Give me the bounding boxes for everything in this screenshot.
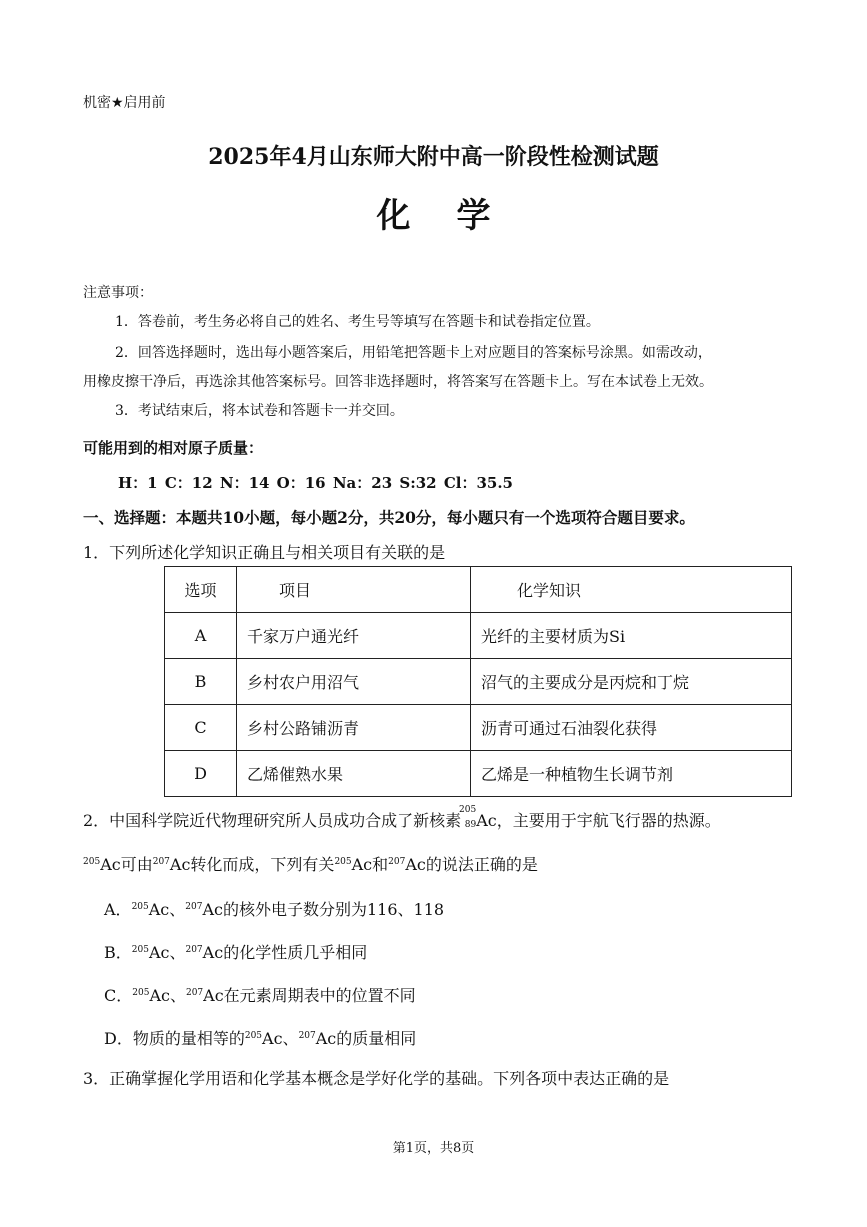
q2-stem-post: ，主要用于宇航飞行器的热源。: [496, 811, 721, 830]
q2-text: 可由: [120, 855, 153, 874]
mass-number-207: 207: [298, 1031, 316, 1041]
mass-number-207: 207: [185, 945, 203, 955]
question-2-option-d: [104, 1026, 416, 1049]
option-text: 的质量相同: [336, 1029, 417, 1048]
q2-text: 和: [372, 855, 389, 874]
element-symbol: Ac: [405, 855, 426, 874]
table-row: [165, 613, 792, 659]
mass-number-205: 205: [83, 857, 101, 867]
element-symbol: Ac: [351, 855, 373, 874]
notice-heading: 注意事项：: [83, 285, 153, 301]
section-1-heading: 一、选择题：本题共10小题，每小题2分，共20分，每小题只有一个选项符合题目要求。: [83, 508, 695, 527]
table-cell-project: 千家万户通光纤: [237, 613, 471, 659]
separator: 、: [282, 1029, 299, 1048]
table-header-row: [165, 567, 792, 613]
atomic-mass-heading: 可能用到的相对原子质量：: [83, 439, 264, 457]
table-cell-option: B: [165, 659, 237, 705]
table-cell-option: D: [165, 751, 237, 797]
table-row: [165, 705, 792, 751]
element-symbol: Ac: [202, 900, 223, 919]
mass-number-205: 205: [132, 988, 150, 998]
table-header-option: 选项: [165, 567, 237, 613]
mass-number-207: 207: [185, 988, 204, 998]
element-symbol: Ac: [202, 943, 224, 962]
separator: 、: [169, 900, 186, 919]
element-symbol: Ac: [476, 811, 497, 830]
nuclide-mass-number: 205: [459, 805, 477, 815]
option-text: 的化学性质几乎相同: [223, 943, 368, 962]
question-2-option-b: [104, 940, 367, 963]
atomic-mass-values: H：1 C：12 N：14 O：16 Na：23 S:32 Cl：35.5: [118, 474, 513, 492]
table-cell-knowledge: 乙烯是一种植物生长调节剂: [471, 751, 792, 797]
mass-number-205: 205: [334, 857, 352, 867]
element-symbol: Ac: [100, 855, 121, 874]
question-1-table: [164, 566, 792, 797]
element-symbol: Ac: [315, 1029, 337, 1048]
table-cell-knowledge: 沼气的主要成分是丙烷和丁烷: [471, 659, 792, 705]
element-symbol: Ac: [148, 943, 170, 962]
table-cell-knowledge: 沥青可通过石油裂化获得: [471, 705, 792, 751]
element-symbol: Ac: [149, 986, 170, 1005]
subject-title: 化学: [376, 196, 537, 236]
option-text: 的核外电子数分别为116、118: [222, 900, 445, 919]
nuclide-atomic-number: 89: [464, 820, 477, 830]
notice-item-2-line-2: 用橡皮擦干净后，再选涂其他答案标号。回答非选择题时，将答案写在答题卡上。写在本试卷上无效。: [83, 374, 713, 390]
mass-number-207: 207: [185, 902, 203, 912]
table-header-project: 项目: [237, 567, 471, 613]
question-2-option-a: [104, 897, 444, 920]
notice-item-3: 3．考试结束后，将本试卷和答题卡一并交回。: [115, 403, 404, 419]
q2-stem-pre: 2．中国科学院近代物理研究所人员成功合成了新核素: [83, 811, 462, 830]
table-cell-option: C: [165, 705, 237, 751]
table-cell-option: A: [165, 613, 237, 659]
separator: 、: [169, 986, 186, 1005]
notice-item-2-line-1: 2．回答选择题时，选出每小题答案后，用铅笔把答题卡上对应题目的答案标号涂黑。如需改动，: [115, 345, 712, 361]
element-symbol: Ac: [203, 986, 224, 1005]
question-3-stem: 3．正确掌握化学用语和化学基本概念是学好化学的基础。下列各项中表达正确的是: [83, 1069, 670, 1088]
mass-number-207: 207: [152, 857, 170, 867]
exam-title: 2025年4月山东师大附中高一阶段性检测试题: [208, 144, 659, 170]
option-label: A．: [104, 900, 132, 919]
page-footer: 第1页，共8页: [392, 1141, 475, 1156]
option-label: D．物质的量相等的: [104, 1029, 245, 1048]
mass-number-205: 205: [131, 902, 149, 912]
table-cell-project: 乡村公路铺沥青: [237, 705, 471, 751]
option-label: B．: [104, 943, 132, 962]
element-symbol: Ac: [262, 1029, 283, 1048]
nuclide-notation: [459, 805, 477, 830]
separator: 、: [169, 943, 186, 962]
mass-number-205: 205: [131, 945, 149, 955]
option-text: 在元素周期表中的位置不同: [223, 986, 416, 1005]
table-cell-knowledge: 光纤的主要材质为Si: [471, 613, 792, 659]
question-2-option-c: [104, 983, 416, 1006]
question-2-stem-line-2: [83, 852, 538, 875]
notice-item-1: 1．答卷前，考生务必将自己的姓名、考生号等填写在答题卡和试卷指定位置。: [115, 314, 600, 330]
table-cell-project: 乡村农户用沼气: [237, 659, 471, 705]
question-2-stem-line-1: [83, 805, 721, 831]
mass-number-205: 205: [244, 1031, 263, 1041]
question-1-stem: 1．下列所述化学知识正确且与相关项目有关联的是: [83, 543, 446, 562]
element-symbol: Ac: [169, 855, 191, 874]
confidential-label: 机密★启用前: [83, 95, 166, 111]
option-label: C．: [104, 986, 133, 1005]
q2-text: 转化而成，下列有关: [190, 855, 335, 874]
mass-number-207: 207: [388, 857, 406, 867]
table-header-knowledge: 化学知识: [471, 567, 792, 613]
table-row: [165, 751, 792, 797]
table-cell-project: 乙烯催熟水果: [237, 751, 471, 797]
element-symbol: Ac: [148, 900, 170, 919]
table-row: [165, 659, 792, 705]
q2-text: 的说法正确的是: [425, 855, 538, 874]
